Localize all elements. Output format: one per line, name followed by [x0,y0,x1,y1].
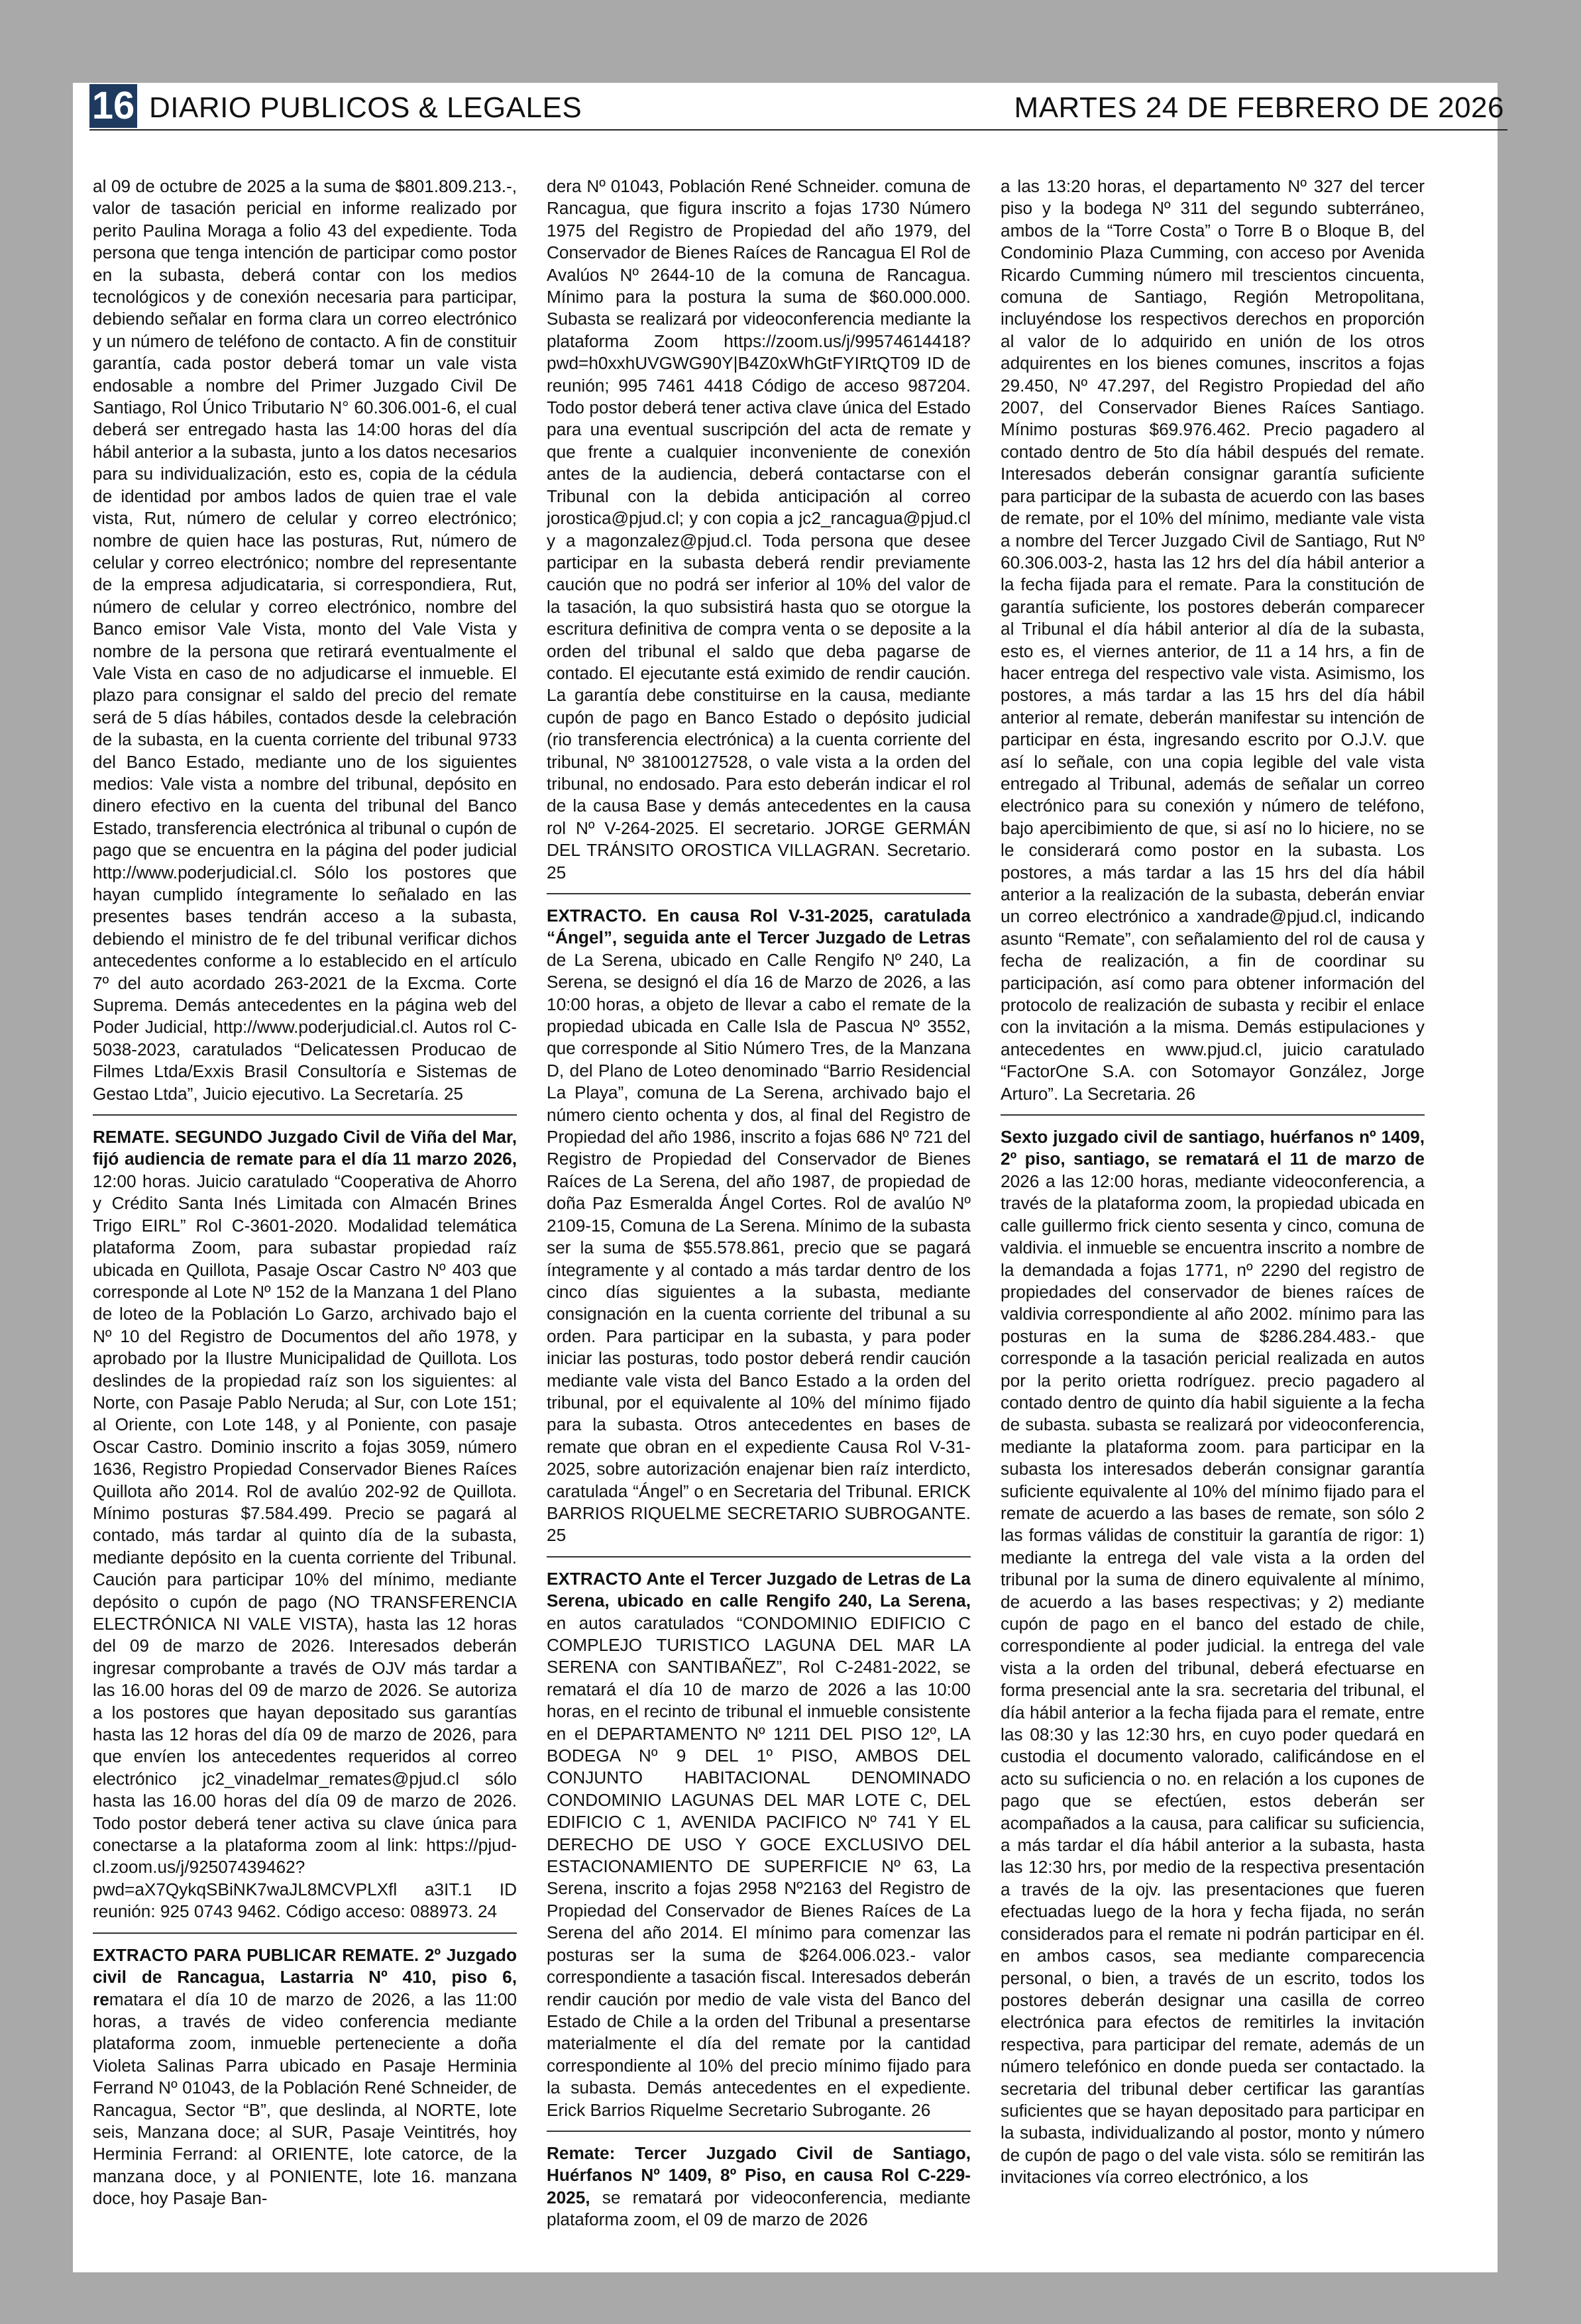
notice-separator [547,893,971,894]
notice-body: al 09 de octubre de 2025 a la suma de $801.809.213.-, valor de tasación pericial en informe realizado por perito Paulina Moraga a folio 43 del expediente. Toda persona que tenga intención de participar como postor en la subasta, deberá contar con los medios tecnológicos y de conexión necesaria para participar, debiendo señalar en forma clara un correo electrónico y un número de teléfono de contacto. A fin de constituir garantía, cada postor deberá tomar un vale vista endosable a nombre del Primer Juzgado Civil De Santiago, Rol Único Tributario N° 60.306.001-6, el cual deberá ser entregado hasta las 14:00 horas del día hábil anterior a la subasta, junto a los datos necesarios para su individualización, esto es, copia de la cédula de identidad por ambos lados de quien trae el vale vista, Rut, número de celular y correo electrónico; nombre de quien hace las posturas, Rut, número de celular y correo electrónico; nombre del representante de la empresa adjudicataria, si correspondiera, Rut, número de celular y correo electrónico, nombre del Banco emisor Vale Vista, monto del Vale Vista y nombre de la persona que retirará eventualmente el Vale Vista en caso de no adjudicarse el inmueble. El plazo para consignar el saldo del precio del remate será de 5 días hábiles, contados desde la celebración de la subasta, en la cuenta corriente del tribunal 9733 del Banco Estado, mediante uno de los siguientes medios: Vale vista a nombre del tribunal, depósito en dinero efectivo en la cuenta del tribunal del Banco Estado, transferencia electrónica al tribunal o cupón de pago que se encuentra en la página del poder judicial http://www.poderjudicial.cl. Sólo los postores que hayan cumplido íntegramente lo señalado en las presentes bases tendrán acceso a la subasta, debiendo el ministro de fe del tribunal verificar dichos antecedentes conforme a lo establecido en el artículo 7º del auto acordado 263-2021 de la Excma. Corte Suprema. Demás antecedentes en la página web del Poder Judicial, http://www.poderjudicial.cl. Autos rol C-5038-2023, caratulados “Delicatessen Producao de Filmes Ltda/Exxis Brasil Consultoría e Sistemas de Gestao Ltda”, Juicio ejecutivo. La Secretaría. 25 [93,176,517,1104]
notice-lead: Remate: Tercer Juzgado Civil de Santiago, Huérfanos Nº 1409, 8º Piso, en causa Rol C-229-2025, [547,2142,971,2207]
publication-title: DIARIO PUBLICOS & LEGALES [149,91,582,124]
columns-container [93,176,1491,2269]
column-2 [547,176,971,2269]
notice-lead: EXTRACTO. En causa Rol V-31-2025, caratulada “Ángel”, seguida ante el Tercer Juzgado de Letras [547,906,971,948]
notice-separator [93,1932,517,1934]
notice [547,176,971,884]
notice-separator [547,2131,971,2132]
page-header [89,83,1507,129]
notice [547,1568,971,2121]
page-number: 16 [89,84,137,128]
notice [93,176,517,1105]
notice-lead: EXTRACTO PARA PUBLICAR REMATE. 2º Juzgado civil de Rancagua, Lastarria Nº 410, piso 6, re [93,1944,517,2009]
notice-body: 2026 a las 12:00 horas, mediante videoconferencia, a través de la plataforma zoom, la propiedad ubicada en calle guillermo frick ciento sesenta y cinco, comuna de valdivia. el inmueble se encuentra inscrito a nombre de la demandada a fojas 1771, nº 2290 del registro de propiedades del conservador de bienes raíces de valdivia correspondiente al año 2002. mínimo para las posturas en la suma de $286.284.483.- que corresponde a la tasación pericial realizada en autos por la perito orietta rodríguez. precio pagadero al contado dentro de quinto día habil siguiente a la fecha de subasta. subasta se realizará por videoconferencia, mediante la plataforma zoom. para participar en la subasta los interesados deberán consignar garantía suficiente equivalente al 10% del mínimo fijado para el remate de acuerdo a las bases de remate, son sólo 2 las formas válidas de constituir la garantía de rigor: 1) mediante la entrega del vale vista a la orden del tribunal por la suma de dinero equivalente al mínimo, de acuerdo a las bases respectivas; y 2) mediante cupón de pago en el banco del estado de chile, correspondiente al poder judicial. la entrega del vale vista a la orden del tribunal, deberá efectuarse en forma presencial ante la sra. secretaria del tribunal, el día hábil anterior a la fecha fijada para el remate, entre las 08:30 y las 12:30 hrs, en cuyo poder quedará en custodia el documento valorado, calificándose en el acto su suficiencia o no. en relación a los cupones de pago que se efectúen, estos deberán ser acompañados a la causa, para calificar su suficiencia, a más tardar el día hábil anterior a la subasta, hasta las 12:30 hrs, por medio de la respectiva presentación a través de la ojv. las presentaciones que fueren efectuadas luego de la hora y fecha fijada, no serán considerados para el remate ni podrán participar en él. en ambos casos, sea mediante comparecencia personal, o bien, a través de un escrito, todos los postores deberán designar una casilla de correo electrónica para efectos de remitirles la invitación respectiva, para participar del remate, además de un número telefónico en donde pueda ser contactado. la secretaria del tribunal deber certificar las garantías suficientes que se hayan depositado para participar en la subasta, individualizando al postor, monto y número de cupón de pago o del vale vista. sólo se remitirán las invitaciones vía correo electrónico, a los [1001,1171,1425,2188]
notice-separator [93,1114,517,1116]
notice [93,1944,517,2210]
notice-separator [547,1556,971,1558]
column-1 [93,176,517,2269]
notice-body: se rematará por videoconferencia, mediante plataforma zoom, el 09 de marzo de 2026 [547,2187,971,2230]
notice [1001,176,1425,1105]
notice-body: a las 13:20 horas, el departamento Nº 327 del tercer piso y la bodega Nº 311 del segundo subterráneo, ambos de la “Torre Costa” o Torre B o Bloque B, del Condominio Plaza Cumming, con acceso por Avenida Ricardo Cumming número mil trescientos cincuenta, comuna de Santiago, Región Metropolitana, incluyéndose los respectivos derechos en proporción al valor de lo adquirido en unión de los otros adquirentes en los bienes comunes, inscritos a fojas 29.450, Nº 47.297, del Registro Propiedad del año 2007, del Conservador Bienes Raíces Santiago. Mínimo posturas $69.976.462. Precio pagadero al contado dentro de 5to día hábil después del remate. Interesados deberán consignar garantía suficiente para participar de la subasta de acuerdo con las bases de remate, por el 10% del mínimo, mediante vale vista a nombre del Tercer Juzgado Civil de Santiago, Rut Nº 60.306.003-2, hasta las 12 hrs del día hábil anterior a la fecha fijada para el remate. Para la constitución de garantía suficiente, los postores deberán comparecer al Tribunal el día hábil anterior al día de la subasta, esto es, el viernes anterior, de 11 a 14 hrs, a fin de hacer entrega del respectivo vale vista. Asimismo, los postores, a más tardar a las 15 hrs del día hábil anterior al remate, deberán manifestar su intención de participar en ésta, ingresando escrito por O.J.V. que así lo señale, con una copia legible del vale vista entregado al Tribunal, además de señalar un correo electrónico para su conexión y número de teléfono, bajo apercibimiento de que, si así no lo hiciere, no se le considerará como postor en la subasta. Los postores, a más tardar a las 15 hrs del día hábil anterior a la realización de la subasta, deberán enviar un correo electrónico a xandrade@pjud.cl, indicando asunto “Remate”, con señalamiento del rol de causa y fecha de realización, a fin de coordinar su participación, así como para obtener información del protocolo de realización de subasta y recibir el enlace con la invitación a la misma. Demás estipulaciones y antecedentes en www.pjud.cl, juicio caratulado “FactorOne S.A. con Sotomayor González, Jorge Arturo”. La Secretaria. 26 [1001,176,1425,1104]
notice-lead: Sexto juzgado civil de santiago, huérfanos nº 1409, 2º piso, santiago, se rematará el 11 de marzo de [1001,1127,1425,1169]
notice-body: en autos caratulados “CONDOMINIO EDIFICIO C COMPLEJO TURISTICO LAGUNA DEL MAR LA SERENA con SANTIBAÑEZ”, Rol C-2481-2022, se rematará el día 10 de marzo de 2026 a las 10:00 horas, en el recinto de tribunal el inmueble consistente en el DEPARTAMENTO Nº 1211 DEL PISO 12º, LA BODEGA Nº 9 DEL 1º PISO, AMBOS DEL CONJUNTO HABITACIONAL DENOMINADO CONDOMINIO LAGUNAS DEL MAR LOTE C, DEL EDIFICIO C 1, AVENIDA PACIFICO Nº 741 Y EL DERECHO DE USO Y GOCE EXCLUSIVO DEL ESTACIONAMIENTO DE SUPERFICIE Nº 63, La Serena, inscrito a fojas 2958 Nº2163 del Registro de Propiedad del Conservador de Bienes Raíces de La Serena del año 2014. El mínimo para comenzar las posturas ser la suma de $264.006.023.- valor correspondiente a tasación fiscal. Interesados deberán rendir caución por medio de vale vista del Banco del Estado de Chile a la orden del Tribunal a presentarse materialmente el día del remate por la cantidad correspondiente al 10% del precio mínimo fijado para la subasta. Demás antecedentes en el expediente. Erick Barrios Riquelme Secretario Subrogante. 26 [547,1612,971,2120]
notice-lead: EXTRACTO Ante el Tercer Juzgado de Letras de La Serena, ubicado en calle Rengifo 240, La Serena, [547,1568,971,1611]
notice [93,1126,517,1923]
notice-body: 12:00 horas. Juicio caratulado “Cooperativa de Ahorro y Crédito Santa Inés Limitada con Almacén Brines Trigo EIRL” Rol C-3601-2020. Modalidad telemática plataforma Zoom, para subastar propiedad raíz ubicada en Quillota, Pasaje Oscar Castro Nº 403 que corresponde al Lote Nº 152 de la Manzana 1 del Plano de loteo de la Población Lo Garzo, archivado bajo el Nº 10 del Registro de Documentos del año 1978, y aprobado por la Ilustre Municipalidad de Quillota. Los deslindes de la propiedad raíz son los siguientes: al Norte, con Pasaje Pablo Neruda; al Sur, con Lote 151; al Oriente, con Lote 148, y al Poniente, con pasaje Oscar Castro. Dominio inscrito a fojas 3059, número 1636, Registro Propiedad Conservador Bienes Raíces Quillota año 2014. Rol de avalúo 202-92 de Quillota. Mínimo posturas $7.584.499. Precio se pagará al contado, más tardar al quinto día de la subasta, mediante depósito en la cuenta corriente del Tribunal. Caución para participar 10% del mínimo, mediante depósito o cupón de pago (NO TRANSFERENCIA ELECTRÓNICA NI VALE VISTA), hasta las 12 horas del 09 de marzo de 2026. Interesados deberán ingresar comprobante a través de OJV más tardar a las 16.00 horas del 09 de marzo de 2026. Se autoriza a los postores que hayan depositado sus garantías hasta las 12 horas del día 09 de marzo de 2026, para que envíen los antecedentes requeridos al correo electrónico jc2_vinadelmar_remates@pjud.cl sólo hasta las 16.00 horas del día 09 de marzo de 2026. Todo postor deberá tener activa su clave única para conectarse a la plataforma zoom al link: https://pjud- cl.zoom.us/j/92507439462?pwd=aX7QykqSBiNK7waJL8MCVPLXfl a3IT.1 ID reunión: 925 0743 9462. Código acceso: 088973. 24 [93,1171,517,1922]
notice [547,2142,971,2231]
notice-body: de La Serena, ubicado en Calle Rengifo Nº 240, La Serena, se designó el día 16 de Marzo de 2026, a las 10:00 horas, a objeto de llevar a cabo el remate de la propiedad ubicada en Calle Isla de Pascua Nº 3552, que corresponde al Sitio Número Tres, de la Manzana D, del Plano de Loteo denominado “Barrio Residencial La Playa”, comuna de La Serena, archivado bajo el número ciento ochenta y dos, al final del Registro de Propiedad del año 1986, inscrito a fojas 686 Nº 721 del Registro de Propiedad del Conservador de Bienes Raíces de La Serena, del año 1987, de propiedad de doña Paz Esmeralda Ángel Cortes. Rol de avalúo Nº 2109-15, Comuna de La Serena. Mínimo de la subasta ser la suma de $55.578.861, precio que se pagará íntegramente y al contado a más tardar dentro de los cinco días siguientes a la subasta, mediante consignación en la cuenta corriente del tribunal a su orden. Para participar en la subasta, y para poder iniciar las posturas, todo postor deberá rendir caución mediante vale vista del Banco Estado a la orden del tribunal, por el equivalente al 10% del mínimo fijado para la subasta. Otros antecedentes en bases de remate que obran en el expediente Causa Rol V-31- 2025, sobre autorización enajenar bien raíz interdicto, caratulada “Ángel” o en Secretaria del Tribunal. ERICK BARRIOS RIQUELME SECRETARIO SUBROGANTE. 25 [547,949,971,1546]
notice-body: matara el día 10 de marzo de 2026, a las 11:00 horas, a través de video conferencia mediante plataforma zoom, inmueble perteneciente a doña Violeta Salinas Parra ubicado en Pasaje Herminia Ferrand Nº 01043, de la Población René Schneider, de Rancagua, Sector “B”, que deslinda, al NORTE, lote seis, Manzana doce; al SUR, Pasaje Veintitrés, hoy Herminia Ferrand: al ORIENTE, lote catorce, de la manzana doce, y al PONIENTE, lote 16. manzana doce, hoy Pasaje Ban- [93,1989,517,2209]
notice-separator [1001,1114,1425,1116]
column-3 [1001,176,1425,2269]
header-rule [89,129,1507,131]
notice-lead: REMATE. SEGUNDO Juzgado Civil de Viña del Mar, fijó audiencia de remate para el día 11 marzo 2026, [93,1127,517,1169]
publication-date: MARTES 24 DE FEBRERO DE 2026 [1014,91,1504,124]
notice-body: dera Nº 01043, Población René Schneider. comuna de Rancagua, que figura inscrito a fojas 1730 Número 1975 del Registro de Propiedad del año 1979, del Conservador de Bienes Raíces de Rancagua El Rol de Avalúos Nº 2644-10 de la comuna de Rancagua. Mínimo para la postura la suma de $60.000.000. Subasta se realizará por videoconferencia mediante la plataforma Zoom https://zoom.us/j/99574614418?pwd=h0xxhUVGWG90Y|B4Z0xWhGtFYIRtQT09 ID de reunión; 995 7461 4418 Código de acceso 987204. Todo postor deberá tener activa clave única del Estado para una eventual suscripción del acta de remate y que frente a cualquier inconveniente de conexión antes de la audiencia, deberá contactarse con el Tribunal con la debida anticipación al correo jorostica@pjud.cl; y con copia a jc2_rancagua@pjud.cl y a magonzalez@pjud.cl. Toda persona que desee participar en la subasta deberá rendir previamente caución que no podrá ser inferior al 10% del valor de la tasación, la quo subsistirá hasta quo se otorgue la escritura definitiva de compra venta o se deposite a la orden del tribunal el saldo que deba pagarse de contado. El ejecutante está eximido de rendir caución. La garantía debe constituirse en la causa, mediante cupón de pago en Banco Estado o depósito judicial (rio transferencia electrónica) a la cuenta corriente del tribunal, Nº 38100127528, o vale vista a la orden del tribunal, no endosado. Para esto deberán indicar el rol de la causa Base y demás antecedentes en la causa rol Nº V-264-2025. El secretario. JORGE GERMÁN DEL TRÁNSITO OROSTICA VILLAGRAN. Secretario. 25 [547,176,971,882]
notice [1001,1126,1425,2189]
notice [547,905,971,1547]
